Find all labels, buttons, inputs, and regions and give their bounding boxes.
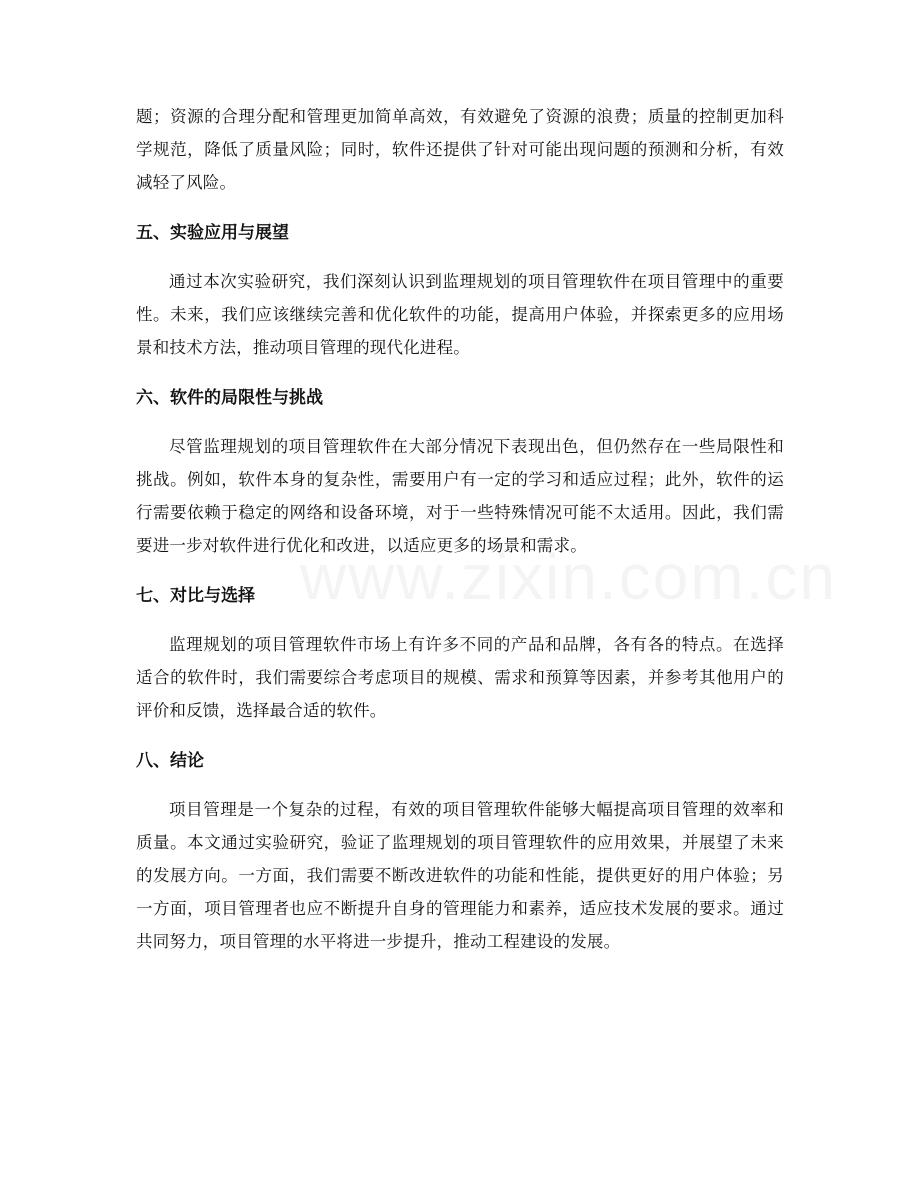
section-8 (136, 747, 784, 958)
section-heading: 七、对比与选择 (136, 586, 255, 606)
section-heading: 五、实验应用与展望 (136, 223, 289, 243)
section-body: 尽管监理规划的项目管理软件在大部分情况下表现出色，但仍然存在一些局限性和挑战。例如，软件本身的复杂性，需要用户有一定的学习和适应过程；此外，软件的运行需要依赖于稳定的网络和设备环境，对于一些特殊情况可能不太适用。因此，我们需要进一步对软件进行优化和改进，以适应更多的场景和需求。 (136, 437, 784, 555)
section-heading: 六、软件的局限性与挑战 (136, 388, 323, 408)
intro-paragraph: 题；资源的合理分配和管理更加简单高效，有效避免了资源的浪费；质量的控制更加科学规范，降低了质量风险；同时，软件还提供了针对可能出现问题的预测和分析，有效减轻了风险。 (136, 107, 784, 192)
section-heading: 八、结论 (136, 751, 204, 771)
section-6 (136, 384, 784, 562)
section-7 (136, 582, 784, 727)
section-body: 通过本次实验研究，我们深刻认识到监理规划的项目管理软件在项目管理中的重要性。未来，我们应该继续完善和优化软件的功能，提高用户体验，并探索更多的应用场景和技术方法，推动项目管理的现代化进程。 (136, 272, 784, 357)
section-5 (136, 219, 784, 364)
section-body: 监理规划的项目管理软件市场上有许多不同的产品和品牌，各有各的特点。在选择适合的软件时，我们需要综合考虑项目的规模、需求和预算等因素，并参考其他用户的评价和反馈，选择最合适的软件。 (136, 635, 784, 720)
section-body: 项目管理是一个复杂的过程，有效的项目管理软件能够大幅提高项目管理的效率和质量。本文通过实验研究，验证了监理规划的项目管理软件的应用效果，并展望了未来的发展方向。一方面，我们需要不断改进软件的功能和性能，提供更好的用户体验；另一方面，项目管理者也应不断提升自身的管理能力和素养，适应技术发展的要求。通过共同努力，项目管理的水平将进一步提升，推动工程建设的发展。 (136, 800, 784, 951)
